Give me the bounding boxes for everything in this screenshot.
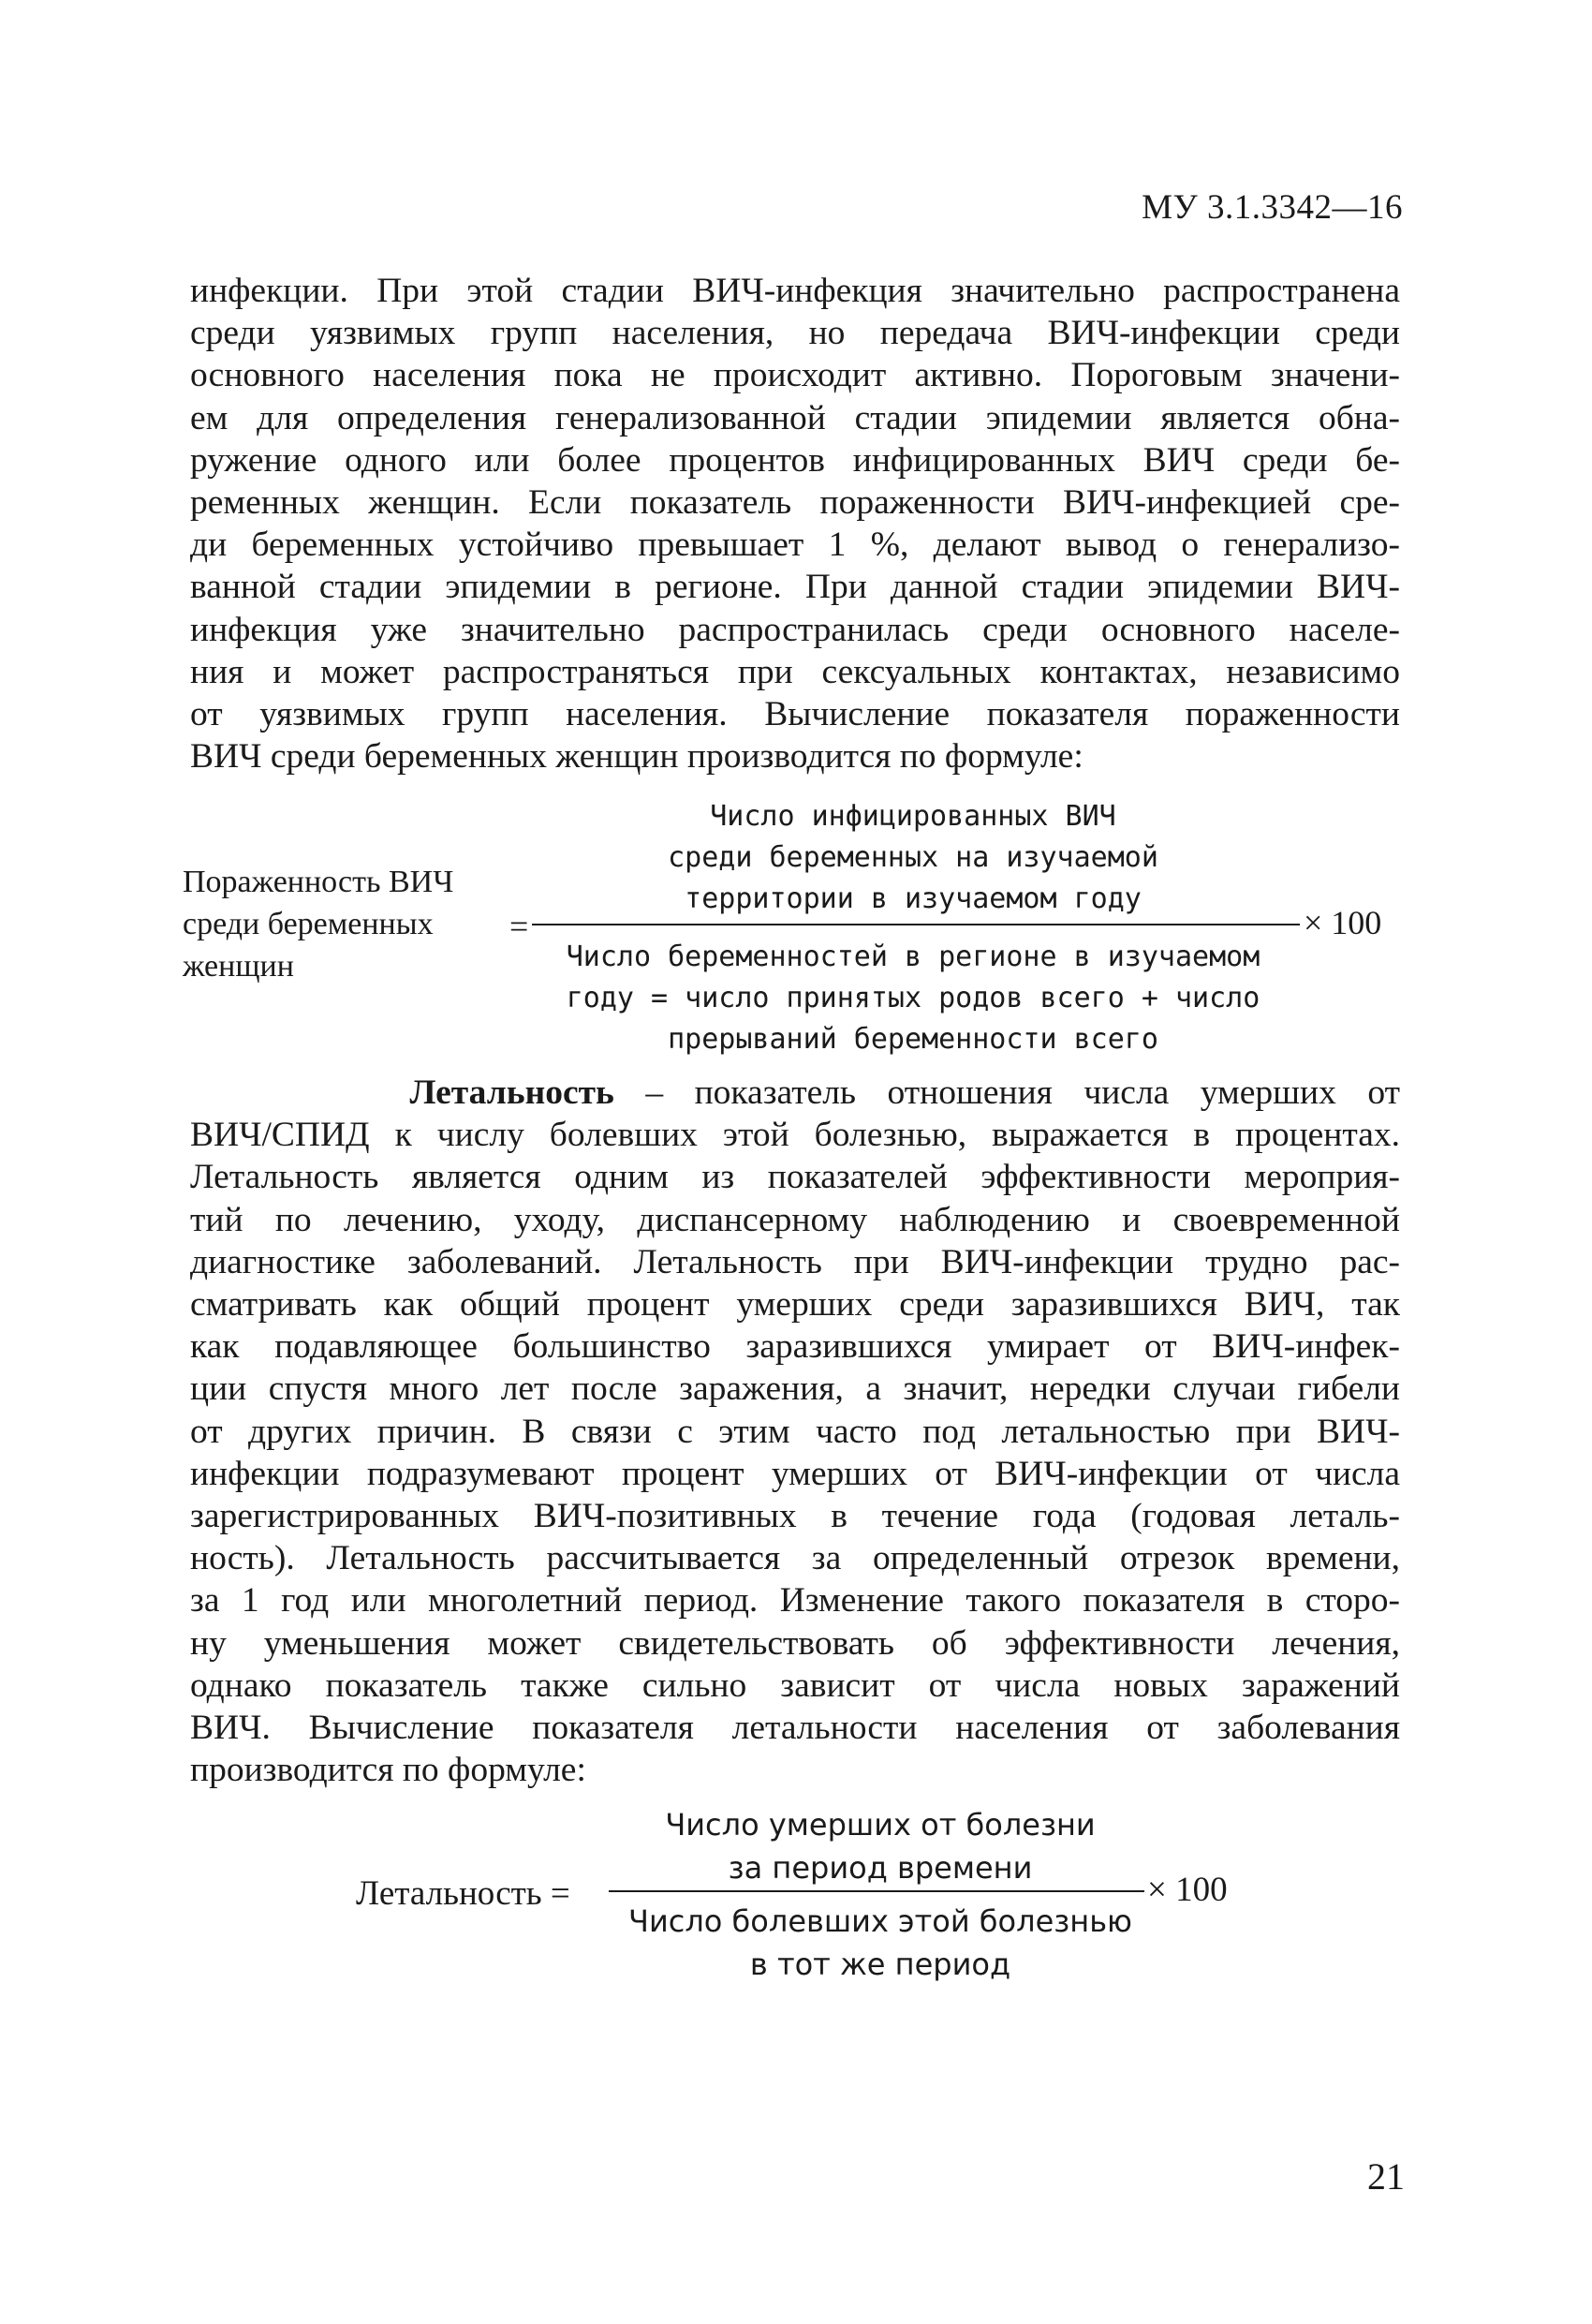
text-line: производится по формуле: bbox=[190, 1751, 586, 1790]
fraction-bar bbox=[532, 924, 1300, 925]
page-number: 21 bbox=[1367, 2155, 1405, 2198]
formula-numerator bbox=[524, 796, 1302, 920]
paragraph-lethality bbox=[190, 1072, 1400, 1791]
text-line: сматривать как общий процент умерших среди заразившихся ВИЧ, так bbox=[190, 1285, 1400, 1325]
paragraph-prevalence bbox=[190, 270, 1400, 777]
text-line: ружение одного или более процентов инфицированных ВИЧ среди бе- bbox=[190, 440, 1400, 480]
text-line: инфекции. При этой стадии ВИЧ-инфекция значительно распространена bbox=[190, 272, 1400, 310]
text-line: основного населения пока не происходит активно. Пороговым значени- bbox=[190, 356, 1400, 395]
formula-left-line: женщин bbox=[183, 949, 294, 984]
fraction-bar bbox=[609, 1890, 1144, 1892]
text-line: ди беременных устойчиво превышает 1 %, делают вывод о генерализо- bbox=[190, 525, 1400, 565]
text-line: от уязвимых групп населения. Вычисление показателя пораженности bbox=[190, 695, 1400, 734]
term-lethality: Летальность bbox=[409, 1073, 614, 1112]
text-line: диагностике заболеваний. Летальность при ВИЧ-инфекции трудно рас- bbox=[190, 1242, 1400, 1281]
formula-left-line: среди беременных bbox=[183, 907, 434, 941]
text-line bbox=[190, 1072, 1400, 1114]
text-fragment: – показатель отношения числа умерших от bbox=[613, 1073, 1401, 1112]
formula-multiplier: × 100 bbox=[1304, 904, 1382, 941]
text-line: тий по лечению, уходу, диспансерному наблюдению и своевременной bbox=[190, 1200, 1400, 1239]
denominator-line: Число болевших этой болезнью bbox=[628, 1903, 1132, 1939]
text-line: ВИЧ среди беременных женщин производится по формуле: bbox=[190, 737, 1083, 777]
denominator-line: году = число принятых родов всего + число bbox=[566, 982, 1260, 1014]
text-line: ность). Летальность рассчитывается за определенный отрезок времени, bbox=[190, 1539, 1400, 1578]
text-line: ну уменьшения может свидетельствовать об эффективности лечения, bbox=[190, 1623, 1400, 1663]
text-line: среди уязвимых групп населения, но передача ВИЧ-инфекции среди bbox=[190, 314, 1400, 353]
document-code-header: МУ 3.1.3342—16 bbox=[1142, 188, 1403, 227]
formula-left-side: Летальность = bbox=[356, 1874, 570, 1913]
denominator-line: Число беременностей в регионе в изучаемом bbox=[566, 940, 1260, 973]
denominator-line: прерываний беременности всего bbox=[668, 1023, 1158, 1056]
text-line: зарегистрированных ВИЧ-позитивных в течение года (годовая леталь- bbox=[190, 1497, 1400, 1536]
text-line: однако показатель также сильно зависит от числа новых заражений bbox=[190, 1665, 1400, 1705]
numerator-line: за период времени bbox=[728, 1850, 1033, 1886]
formula-multiplier: × 100 bbox=[1147, 1871, 1228, 1909]
numerator-line: Число умерших от болезни bbox=[665, 1807, 1096, 1843]
text-line: ВИЧ/СПИД к числу болевших этой болезнью, выражается в процентах. bbox=[190, 1116, 1400, 1155]
numerator-line: среди беременных на изучаемой bbox=[668, 841, 1158, 874]
formula-numerator bbox=[599, 1803, 1161, 1889]
text-line: инфекция уже значительно распространилась среди основного населе- bbox=[190, 610, 1400, 649]
equals-sign: = bbox=[509, 908, 529, 945]
text-line: Летальность является одним из показателей эффективности мероприя- bbox=[190, 1158, 1400, 1197]
text-line: ния и может распространяться при сексуальных контактах, независимо bbox=[190, 652, 1400, 691]
numerator-line: Число инфицированных ВИЧ bbox=[710, 800, 1116, 833]
text-line: ременных женщин. Если показатель пораженности ВИЧ-инфекцией сре- bbox=[190, 483, 1400, 523]
text-line: ванной стадии эпидемии в регионе. При данной стадии эпидемии ВИЧ- bbox=[190, 568, 1400, 607]
text-line: ции спустя много лет после заражения, а значит, нередки случаи гибели bbox=[190, 1369, 1400, 1409]
text-line: ВИЧ. Вычисление показателя летальности населения от заболевания bbox=[190, 1709, 1400, 1748]
text-line: инфекции подразумевают процент умерших от ВИЧ-инфекции от числа bbox=[190, 1454, 1400, 1493]
formula-denominator bbox=[599, 1900, 1161, 1986]
text-line: от других причин. В связи с этим часто под летальностью при ВИЧ- bbox=[190, 1412, 1400, 1451]
text-line: как подавляющее большинство заразившихся умирает от ВИЧ-инфек- bbox=[190, 1327, 1400, 1367]
text-line: за 1 год или многолетний период. Изменение такого показателя в сторо- bbox=[190, 1581, 1400, 1621]
formula-denominator bbox=[524, 937, 1302, 1060]
numerator-line: территории в изучаемом году bbox=[685, 882, 1142, 915]
formula-left-side bbox=[183, 861, 453, 987]
formula-left-line: Пораженность ВИЧ bbox=[183, 865, 454, 899]
text-line: ем для определения генерализованной стадии эпидемии является обна- bbox=[190, 398, 1400, 437]
denominator-line: в тот же период bbox=[749, 1947, 1011, 1982]
